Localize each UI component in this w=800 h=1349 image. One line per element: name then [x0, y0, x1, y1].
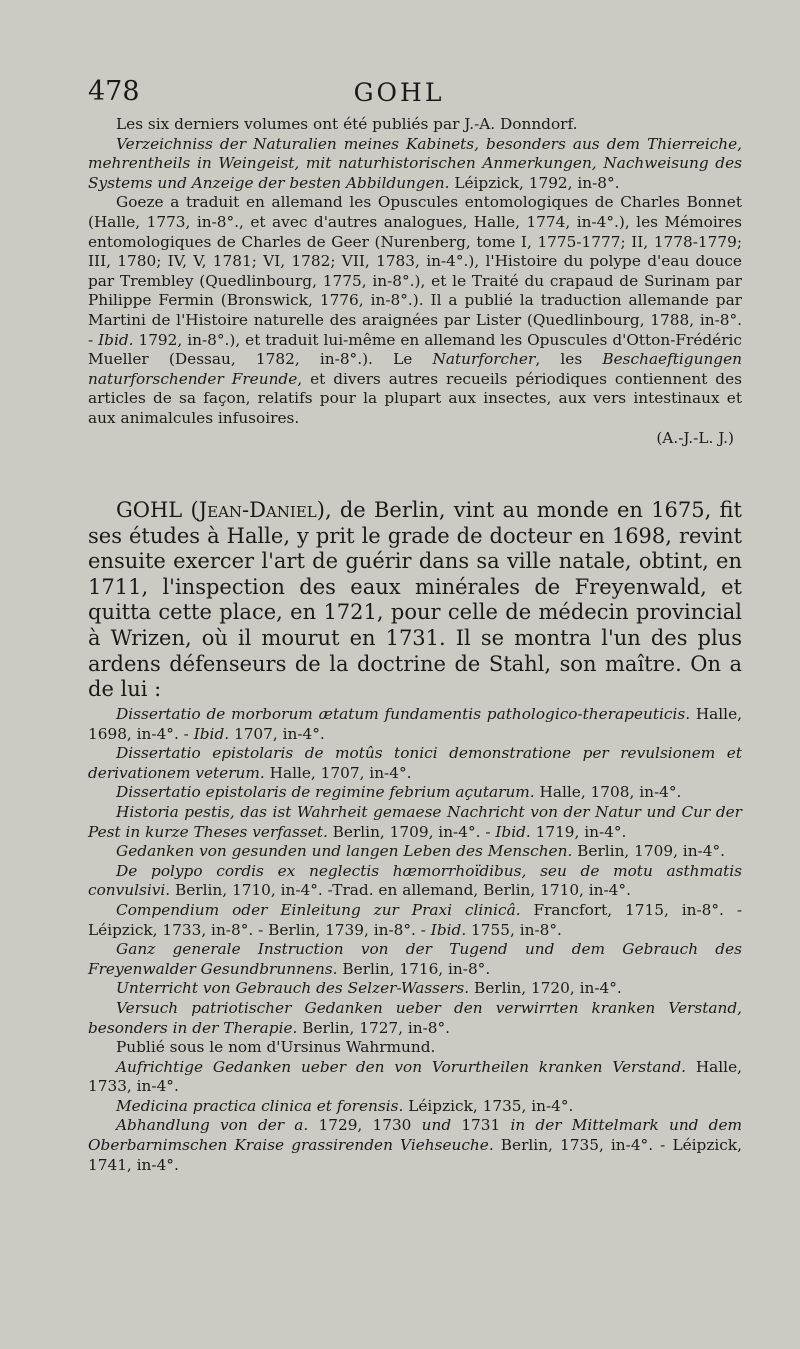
verzeichniss-pub: Léipzick, 1792, in-8°. — [449, 173, 620, 192]
biblio-title: De polypo cordis ex neglectis hæmorrhoïdibus, seu de motu asthmatis convulsivi. — [88, 861, 742, 900]
biblio-title: Aufrichtige Gedanken ueber den von Vorurtheilen kranken Verstand. — [116, 1057, 686, 1076]
biblio-item — [88, 783, 742, 803]
biblio-pub: Halle, 1708, in-4°. — [534, 783, 682, 802]
biblio-pub: Berlin, 1709, in-4°. - — [327, 822, 496, 841]
biblio-item — [88, 901, 742, 940]
gohl-entry — [88, 498, 742, 703]
biblio-pub: Francfort, 1715, in-8°. - Léipzick, 1733, in-8°. - Berlin, 1739, in-8°. - — [88, 900, 742, 939]
biblio-pub: Berlin, 1727, in-8°. — [297, 1018, 451, 1037]
biblio-pub: Berlin, 1720, in-4°. — [469, 979, 622, 998]
entry-body: , de Berlin, vint au monde en 1675, fit ses études à Halle, y prit le grade de docteur en 1698, revint ensuite exercer l'art de guérir dans sa ville natale, obtint, en 1711, l'inspection des eaux minérales de Freyenwald, et quitta cette place, en 1721, pour celle de médecin provincial à Wrizen, où il mourut en 1731. Il se montra l'un des plus ardens défenseurs de la doctrine de Stahl, son maître. On a de lui : — [88, 498, 742, 702]
biblio-pub: Berlin, 1710, in-4°. -Trad. en allemand, Berlin, 1710, in-4°. — [170, 881, 631, 900]
goeze-naturforcher: Naturforcher — [432, 350, 536, 369]
biblio-ibid: Ibid. — [495, 822, 531, 841]
goeze-ibid: Ibid. — [98, 330, 134, 349]
biblio-title: Dissertatio epistolaris de regimine febrium açutarum. — [116, 783, 535, 802]
biblio-title: Medicina practica clinica et forensis. — [116, 1096, 404, 1115]
biblio-item — [88, 999, 742, 1038]
biblio-pub: Publié sous le nom d'Ursinus Wahrmund. — [116, 1038, 436, 1057]
author-signature: (A.-J.-L. J.) — [656, 428, 734, 447]
biblio-rest: 1755, in-8°. — [466, 920, 562, 939]
donndorf-note: Les six derniers volumes ont été publiés par J.-A. Donndorf. — [116, 115, 578, 133]
page-header — [88, 72, 710, 108]
biblio-ibid: Ibid. — [193, 724, 230, 743]
goeze-paragraph — [88, 193, 742, 428]
biblio-title: Compendium oder Einleitung zur Praxi clinicâ. — [116, 900, 521, 919]
biblio-ibid: Ibid. — [430, 920, 467, 939]
biblio-rest: 1707, in-4°. — [229, 724, 325, 743]
verzeichniss-title: Verzeichniss der Naturalien meines Kabinets, besonders aus dem Thierreiche, mehrentheils in Weingeist, mit naturhistorischen Anmerkungen, Nachweisung des Systems und Anzeige der besten Abbildungen. — [88, 134, 742, 192]
biblio-item — [88, 1097, 742, 1117]
biblio-pub: Berlin, 1716, in-8°. — [337, 959, 491, 978]
biblio-title: Dissertatio epistolaris de motûs tonici demonstratione per revulsionem et derivationem veterum. — [88, 744, 742, 782]
running-title: GOHL — [353, 78, 445, 107]
biblio-item — [88, 1058, 742, 1097]
previous-entry — [88, 115, 742, 448]
bibliography — [88, 705, 742, 1175]
biblio-note — [88, 1038, 742, 1058]
biblio-pub: Halle, 1698, in-4°. - — [88, 705, 742, 743]
biblio-rest: 1731 — [451, 1116, 511, 1135]
headword: GOHL — [116, 498, 183, 522]
biblio-title: Dissertatio de morborum ætatum fundamentis pathologico-therapeuticis. — [116, 705, 691, 723]
gohl-paragraph — [88, 498, 742, 703]
biblio-tail: Berlin, 1735, in-4°. - Léipzick, 1741, in-4°. — [88, 1136, 742, 1174]
biblio-title: Ganz generale Instruction von der Tugend und dem Gebrauch des Freyenwalder Gesundbrunnens. — [88, 940, 742, 978]
biblio-title: Abhandlung von der a. — [116, 1116, 309, 1135]
biblio-item — [88, 1116, 742, 1175]
biblio-item — [88, 979, 742, 999]
biblio-pub: Halle, 1707, in-4°. — [264, 763, 412, 782]
biblio-title: Historia pestis, das ist Wahrheit gemaese Nachricht von der Natur und Cur der Pest in kurze Theses verfasset. — [88, 802, 742, 841]
biblio-pub: Berlin, 1709, in-4°. — [572, 842, 725, 861]
biblio-title: Unterricht von Gebrauch des Selzer-Wassers. — [116, 979, 470, 998]
goeze-text-b: 1792, in-8°.), et traduit lui-même en allemand les Opuscules d'Otton-Frédéric Mueller (Dessau, 1782, in-8°.). Le — [88, 330, 743, 369]
biblio-title: Versuch patriotischer Gedanken ueber den verwirrten kranken Verstand, besonders in der Therapie. — [88, 998, 742, 1037]
biblio-item — [88, 744, 742, 783]
biblio-title-cont: in der Mittelmark und dem Oberbarnimschen Kraise grassirenden Viehseuche. — [88, 1116, 743, 1155]
biblio-item — [88, 803, 742, 842]
biblio-item — [88, 842, 742, 862]
goeze-text-c: , les — [535, 350, 603, 369]
page-number: 478 — [88, 76, 140, 107]
biblio-item — [88, 940, 742, 979]
biblio-item — [88, 862, 742, 901]
biblio-und: und — [421, 1116, 452, 1135]
goeze-beschaeftigungen: Beschaeftigungen naturforschender Freunde — [88, 350, 743, 388]
goeze-text-d: , et divers autres recueils périodiques contiennent des articles de sa façon, relatifs pour la plupart aux insectes, aux vers intestinaux et aux animalcules infusoires. — [88, 369, 743, 427]
goeze-text-a: Goeze a traduit en allemand les Opuscules entomologiques de Charles Bonnet (Halle, 1773, in-8°., et avec d'autres analogues, Halle, 1774, in-4°.), les Mémoires entomologiques de Charles de Geer (Nurenberg, tome I, 1775-1777; II, 1778-1779; III, 1780; IV, V, 1781; VI, 1782; VII, 1783, in-4°.), l'Histoire du polype d'eau douce par Trembley (Quedlinbourg, 1775, in-8°.), et le Traité du crapaud de Surinam par Philippe Fermin (Bronswick, 1776, in-8°.). Il a publié la traduction allemande par Martini de l'Histoire naturelle des araignées par Lister (Quedlinbourg, 1788, in-8°. - — [88, 193, 742, 349]
biblio-title: Gedanken von gesunden und langen Leben des Menschen. — [116, 842, 573, 861]
biblio-item — [88, 705, 742, 744]
person-name: (Jean-Daniel) — [190, 498, 325, 522]
verzeichniss-citation — [88, 135, 742, 194]
biblio-pub: 1729, 1730 — [308, 1116, 422, 1135]
biblio-pub: Halle, 1733, in-4°. — [88, 1057, 742, 1096]
biblio-rest: 1719, in-4°. — [530, 822, 627, 841]
biblio-pub: Léipzick, 1735, in-4°. — [403, 1096, 574, 1115]
